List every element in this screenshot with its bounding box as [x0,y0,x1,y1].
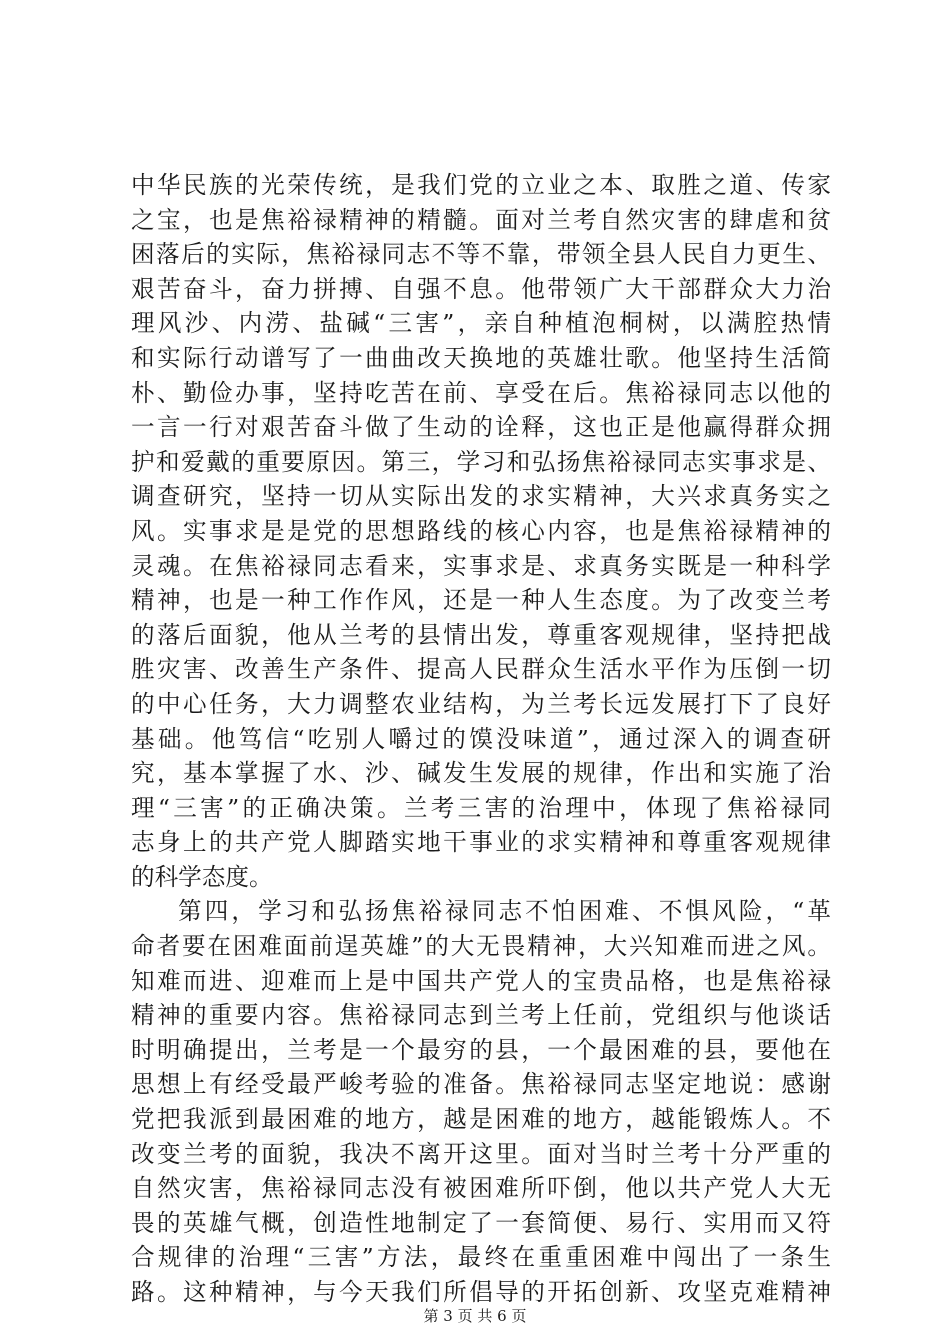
text-line: 畏的英雄气概，创造性地制定了一套简便、易行、实用而又符 [131,1208,831,1237]
text-line: 调查研究，坚持一切从实际出发的求实精神，大兴求真务实之 [131,482,831,511]
text-line: 护和爱戴的重要原因。第三，学习和弘扬焦裕禄同志实事求是、 [131,447,831,476]
text-line: 究，基本掌握了水、沙、碱发生发展的规律，作出和实施了治 [131,759,831,788]
text-line: 风。实事求是是党的思想路线的核心内容，也是焦裕禄精神的 [131,516,831,545]
page-number-footer: 第 3 页 共 6 页 [423,1307,527,1325]
text-line: 自然灾害，焦裕禄同志没有被困难所吓倒，他以共产党人大无 [131,1174,831,1203]
text-line: 命者要在困难面前逞英雄”的大无畏精神，大兴知难而进之风。 [131,932,831,961]
text-line: 的科学态度。 [131,862,273,891]
text-line: 改变兰考的面貌，我决不离开这里。面对当时兰考十分严重的 [131,1139,831,1168]
text-line: 朴、勤俭办事，坚持吃苦在前、享受在后。焦裕禄同志以他的 [131,378,831,407]
text-line: 理“三害”的正确决策。兰考三害的治理中，体现了焦裕禄同 [131,793,831,822]
text-line: 基础。他笃信“吃别人嚼过的馍没味道”，通过深入的调查研 [131,724,831,753]
text-line: 时明确提出，兰考是一个最穷的县，一个最困难的县，要他在 [131,1035,831,1064]
text-line: 思想上有经受最严峻考验的准备。焦裕禄同志坚定地说：感谢 [131,1070,831,1099]
text-line: 精神，也是一种工作作风，还是一种人生态度。为了改变兰考 [131,586,831,615]
body-text [131,168,831,1310]
text-line: 志身上的共产党人脚踏实地干事业的求实精神和尊重客观规律 [131,828,831,857]
text-line: 中华民族的光荣传统，是我们党的立业之本、取胜之道、传家 [131,171,831,199]
text-line: 困落后的实际，焦裕禄同志不等不靠，带领全县人民自力更生、 [131,240,831,269]
text-line: 知难而进、迎难而上是中国共产党人的宝贵品格，也是焦裕禄 [131,966,831,995]
text-line: 胜灾害、改善生产条件、提高人民群众生活水平作为压倒一切 [131,655,831,684]
text-line: 合规律的治理“三害”方法，最终在重重困难中闯出了一条生 [131,1243,831,1272]
text-line: 的中心任务，大力调整农业结构，为兰考长远发展打下了良好 [131,689,831,718]
text-line: 和实际行动谱写了一曲曲改天换地的英雄壮歌。他坚持生活简 [131,343,831,372]
text-line: 理风沙、内涝、盐碱“三害”，亲自种植泡桐树，以满腔热情 [131,309,831,338]
text-line: 的落后面貌，他从兰考的县情出发，尊重客观规律，坚持把战 [131,620,831,649]
text-line: 一言一行对艰苦奋斗做了生动的诠释，这也正是他赢得群众拥 [131,413,831,442]
text-line: 艰苦奋斗，奋力拼搏、自强不息。他带领广大干部群众大力治 [131,274,831,303]
text-line: 党把我派到最困难的地方，越是困难的地方，越能锻炼人。不 [131,1105,831,1134]
text-line: 之宝，也是焦裕禄精神的精髓。面对兰考自然灾害的肆虐和贫 [131,205,831,234]
text-line: 精神的重要内容。焦裕禄同志到兰考上任前，党组织与他谈话 [131,1001,831,1030]
text-line: 路。这种精神，与今天我们所倡导的开拓创新、攻坚克难精神 [131,1278,831,1306]
text-line-indented: 第四，学习和弘扬焦裕禄同志不怕困难、不惧风险，“革 [178,897,831,926]
text-line: 灵魂。在焦裕禄同志看来，实事求是、求真务实既是一种科学 [131,551,831,580]
